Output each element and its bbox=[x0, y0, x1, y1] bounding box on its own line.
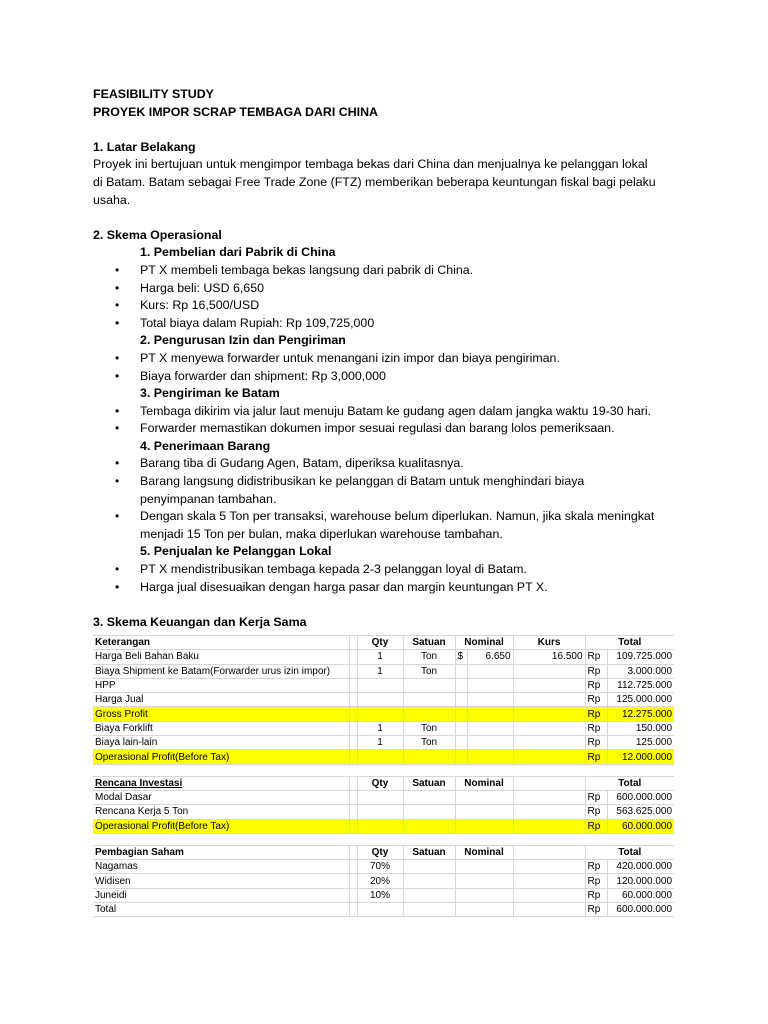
table-cell bbox=[513, 736, 585, 750]
table-cell: 600.000.000 bbox=[607, 790, 674, 804]
table-header-row bbox=[93, 636, 674, 650]
table-cell: Rp bbox=[585, 721, 607, 735]
table-cell: Rp bbox=[585, 790, 607, 804]
table-row bbox=[93, 903, 674, 917]
list-item: • PT X membeli tembaga bekas langsung dari pabrik di China. bbox=[93, 262, 693, 280]
header-cell: Rencana Investasi bbox=[93, 776, 349, 790]
table-cell: Ton bbox=[403, 736, 455, 750]
table-cell: 563.625.000 bbox=[607, 805, 674, 819]
bullet-icon: • bbox=[115, 579, 120, 594]
table-cell: Gross Profit bbox=[93, 707, 349, 721]
table-cell: Biaya lain-lain bbox=[93, 736, 349, 750]
list-item: • Tembaga dikirim via jalur laut menuju Batam ke gudang agen dalam jangka waktu 19-30 hari. bbox=[93, 403, 693, 421]
table-cell: 420.000.000 bbox=[607, 860, 674, 874]
table-cell bbox=[455, 750, 467, 764]
table-cell: 150.000 bbox=[607, 721, 674, 735]
table-cell bbox=[455, 736, 467, 750]
step-3-list bbox=[93, 403, 693, 438]
header-cell: Total bbox=[585, 636, 674, 650]
step-4-list bbox=[93, 455, 693, 543]
table-cell: Nagamas bbox=[93, 860, 349, 874]
table-cell bbox=[403, 750, 455, 764]
table-cell: Rp bbox=[585, 819, 607, 833]
step-4-title: 4. Penerimaan Barang bbox=[140, 438, 271, 453]
table-cell bbox=[467, 721, 513, 735]
table-cell: Ton bbox=[403, 664, 455, 678]
table-cell bbox=[455, 664, 467, 678]
bullet-icon: • bbox=[115, 562, 120, 577]
table-cell: Modal Dasar bbox=[93, 790, 349, 804]
table-cell: Rp bbox=[585, 750, 607, 764]
table-row bbox=[93, 750, 674, 764]
table-cell bbox=[403, 678, 455, 692]
table-cell: 12.275.000 bbox=[607, 707, 674, 721]
header-cell: Satuan bbox=[403, 776, 455, 790]
header-cell: Satuan bbox=[403, 845, 455, 859]
table-cell bbox=[357, 707, 403, 721]
table-cell: Operasional Profit(Before Tax) bbox=[93, 750, 349, 764]
table-cell: Biaya Shipment ke Batam(Forwarder urus izin impor) bbox=[93, 664, 349, 678]
table-cell: 60.000.000 bbox=[607, 819, 674, 833]
list-item: • Forwarder memastikan dokumen impor sesuai regulasi dan barang lolos pemeriksaan. bbox=[93, 420, 693, 438]
section-1-line-1: Proyek ini bertujuan untuk mengimpor tembaga bekas dari China dan menjualnya ke pelanggan lokal bbox=[93, 157, 648, 172]
table-cell: Rp bbox=[585, 650, 607, 664]
cost-table bbox=[93, 635, 674, 765]
table-cell bbox=[467, 664, 513, 678]
section-1-line-3: usaha. bbox=[93, 192, 131, 207]
doc-title-1: FEASIBILITY STUDY bbox=[93, 87, 214, 101]
document-body bbox=[93, 86, 693, 631]
table-cell: Rp bbox=[585, 678, 607, 692]
table-row bbox=[93, 650, 674, 664]
table-cell bbox=[455, 693, 467, 707]
table-cell: 112.725.000 bbox=[607, 678, 674, 692]
table-cell: 120.000.000 bbox=[607, 874, 674, 888]
table-cell: 1 bbox=[357, 664, 403, 678]
table-cell: Ton bbox=[403, 721, 455, 735]
table-cell: 1 bbox=[357, 650, 403, 664]
table-row bbox=[93, 819, 674, 833]
list-item: • Harga beli: USD 6,650 bbox=[93, 280, 693, 298]
list-item: • PT X menyewa forwarder untuk menangani izin impor dan biaya pengiriman. bbox=[93, 350, 693, 368]
doc-title-2: PROYEK IMPOR SCRAP TEMBAGA DARI CHINA bbox=[93, 104, 379, 119]
table-cell bbox=[513, 693, 585, 707]
table-cell bbox=[357, 750, 403, 764]
table-cell bbox=[357, 903, 403, 917]
list-item: • Harga jual disesuaikan dengan harga pasar dan margin keuntungan PT X. bbox=[93, 579, 693, 597]
table-row bbox=[93, 888, 674, 902]
table-row bbox=[93, 707, 674, 721]
table-cell: 6.650 bbox=[467, 650, 513, 664]
bullet-icon: • bbox=[115, 421, 120, 436]
table-cell: Biaya Forklift bbox=[93, 721, 349, 735]
table-cell: Rp bbox=[585, 664, 607, 678]
table-cell bbox=[513, 721, 585, 735]
table-cell: Rp bbox=[585, 903, 607, 917]
table-cell: 20% bbox=[357, 874, 403, 888]
table-row bbox=[93, 721, 674, 735]
table-cell: 12.000.000 bbox=[607, 750, 674, 764]
bullet-icon: • bbox=[115, 280, 120, 295]
table-row bbox=[93, 736, 674, 750]
table-row bbox=[93, 805, 674, 819]
list-item: • Total biaya dalam Rupiah: Rp 109,725,000 bbox=[93, 315, 693, 333]
header-cell: Qty bbox=[357, 636, 403, 650]
table-cell bbox=[467, 750, 513, 764]
table-cell: Rp bbox=[585, 693, 607, 707]
bullet-icon: • bbox=[115, 456, 120, 471]
table-cell bbox=[467, 707, 513, 721]
table-cell: Rp bbox=[585, 736, 607, 750]
table-cell: Rp bbox=[585, 860, 607, 874]
header-cell: Total bbox=[585, 845, 674, 859]
table-cell: Ton bbox=[403, 650, 455, 664]
section-2-heading: 2. Skema Operasional bbox=[93, 227, 222, 242]
table-cell bbox=[467, 678, 513, 692]
table-cell: 60.000.000 bbox=[607, 888, 674, 902]
header-cell: Total bbox=[585, 776, 674, 790]
list-item: • Barang tiba di Gudang Agen, Batam, diperiksa kualitasnya. bbox=[93, 455, 693, 473]
table-cell: Operasional Profit(Before Tax) bbox=[93, 819, 349, 833]
list-item: • Dengan skala 5 Ton per transaksi, warehouse belum diperlukan. Namun, jika skala meningkat menjadi 15 Ton per bulan, maka diperlukan warehouse tambahan. bbox=[115, 509, 655, 541]
table-cell: 109.725.000 bbox=[607, 650, 674, 664]
section-3-heading: 3. Skema Keuangan dan Kerja Sama bbox=[93, 614, 307, 629]
step-3-title: 3. Pengiriman ke Batam bbox=[140, 386, 280, 401]
table-cell: Harga Beli Bahan Baku bbox=[93, 650, 349, 664]
table-cell: Juneidi bbox=[93, 888, 349, 902]
table-row bbox=[93, 678, 674, 692]
bullet-icon: • bbox=[115, 298, 120, 313]
table-cell: Total bbox=[93, 903, 349, 917]
table-cell bbox=[467, 693, 513, 707]
step-1-list bbox=[93, 262, 693, 332]
table-cell bbox=[513, 750, 585, 764]
list-item: • Barang langsung didistribusikan ke pelanggan di Batam untuk menghindari biaya penyimpanan tambahan. bbox=[115, 474, 585, 506]
step-5-title: 5. Penjualan ke Pelanggan Lokal bbox=[140, 544, 332, 559]
bullet-icon: • bbox=[115, 315, 120, 330]
table-cell: 125.000.000 bbox=[607, 693, 674, 707]
table-cell bbox=[357, 693, 403, 707]
table-cell: 600.000.000 bbox=[607, 903, 674, 917]
table-cell: Rp bbox=[585, 874, 607, 888]
table-cell: 70% bbox=[357, 860, 403, 874]
table-cell bbox=[455, 707, 467, 721]
header-cell: Satuan bbox=[403, 636, 455, 650]
table-row bbox=[93, 874, 674, 888]
table-cell: Rp bbox=[585, 888, 607, 902]
table-cell: $ bbox=[455, 650, 467, 664]
step-5-list bbox=[93, 561, 693, 596]
section-1-line-2: di Batam. Batam sebagai Free Trade Zone (FTZ) memberikan beberapa keuntungan fiskal bagi pelaku bbox=[93, 174, 656, 189]
header-cell: Nominal bbox=[455, 845, 513, 859]
table-cell: 10% bbox=[357, 888, 403, 902]
step-2-title: 2. Pengurusan Izin dan Pengiriman bbox=[140, 333, 346, 348]
list-item: • Biaya forwarder dan shipment: Rp 3,000,000 bbox=[93, 368, 693, 386]
header-cell: Qty bbox=[357, 845, 403, 859]
header-cell: Nominal bbox=[455, 636, 513, 650]
financial-tables bbox=[93, 635, 674, 917]
bullet-icon: • bbox=[115, 262, 120, 277]
table-cell bbox=[403, 707, 455, 721]
bullet-icon: • bbox=[115, 368, 120, 383]
bullet-icon: • bbox=[115, 509, 120, 524]
investment-table bbox=[93, 776, 674, 834]
table-cell bbox=[467, 736, 513, 750]
table-cell: Rp bbox=[585, 805, 607, 819]
bullet-icon: • bbox=[115, 403, 120, 418]
table-cell bbox=[513, 678, 585, 692]
header-cell: Qty bbox=[357, 776, 403, 790]
table-cell: 1 bbox=[357, 736, 403, 750]
table-cell bbox=[455, 678, 467, 692]
table-cell: Widisen bbox=[93, 874, 349, 888]
list-item: • PT X mendistribusikan tembaga kepada 2-3 pelanggan loyal di Batam. bbox=[93, 561, 693, 579]
table-cell bbox=[357, 678, 403, 692]
table-cell: Rp bbox=[585, 707, 607, 721]
table-cell: HPP bbox=[93, 678, 349, 692]
header-cell: Pembagian Saham bbox=[93, 845, 349, 859]
section-1-heading: 1. Latar Belakang bbox=[93, 139, 196, 154]
table-header-row bbox=[93, 845, 674, 859]
table-header-row bbox=[93, 776, 674, 790]
step-2-list bbox=[93, 350, 693, 385]
bullet-icon: • bbox=[115, 350, 120, 365]
table-cell bbox=[403, 693, 455, 707]
table-cell bbox=[513, 707, 585, 721]
table-cell bbox=[455, 721, 467, 735]
table-cell: 3.000.000 bbox=[607, 664, 674, 678]
table-row bbox=[93, 790, 674, 804]
bullet-icon: • bbox=[115, 474, 120, 489]
header-cell: Keterangan bbox=[93, 636, 349, 650]
step-1-title: 1. Pembelian dari Pabrik di China bbox=[140, 245, 336, 260]
shares-table bbox=[93, 845, 674, 917]
header-cell: Nominal bbox=[455, 776, 513, 790]
table-cell: 16.500 bbox=[513, 650, 585, 664]
table-row bbox=[93, 664, 674, 678]
list-item: • Kurs: Rp 16,500/USD bbox=[93, 297, 693, 315]
header-cell: Kurs bbox=[513, 636, 585, 650]
table-cell: Harga Jual bbox=[93, 693, 349, 707]
table-cell: Rencana Kerja 5 Ton bbox=[93, 805, 349, 819]
table-row bbox=[93, 693, 674, 707]
table-cell bbox=[513, 664, 585, 678]
table-cell: 125.000 bbox=[607, 736, 674, 750]
table-cell: 1 bbox=[357, 721, 403, 735]
table-row bbox=[93, 860, 674, 874]
